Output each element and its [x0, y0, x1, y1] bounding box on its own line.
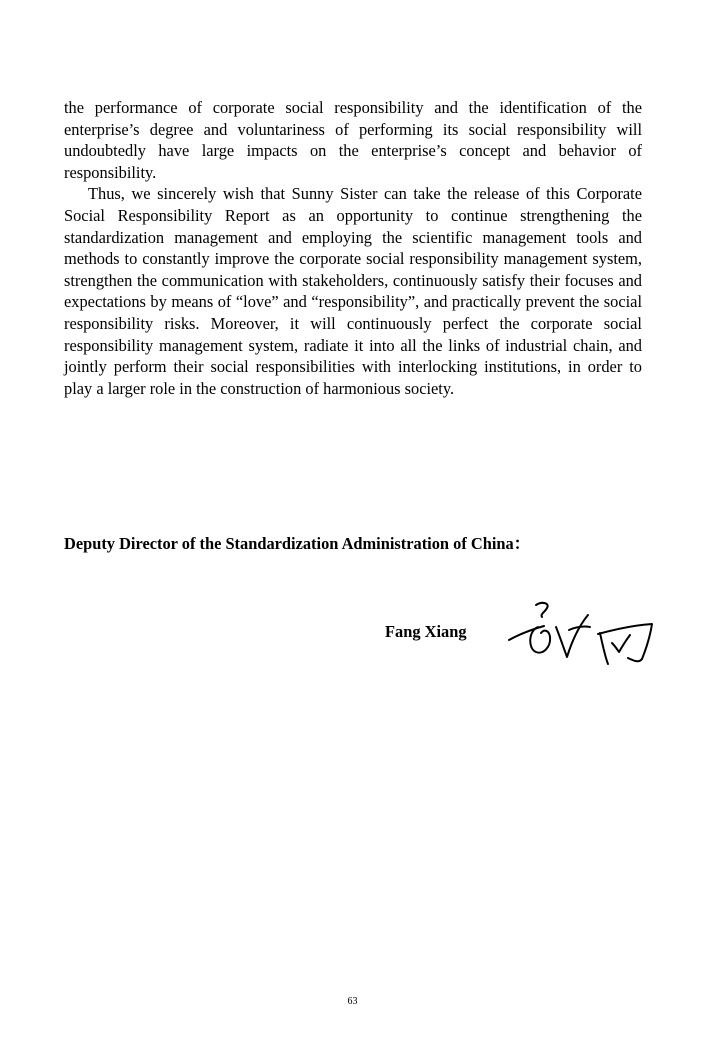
- page-number: 63: [347, 996, 358, 1007]
- body-text: [64, 97, 642, 399]
- signatory-name: Fang Xiang: [385, 622, 467, 641]
- handwritten-signature: [506, 597, 656, 667]
- signatory-title: Deputy Director of the Standardization Administration of China：: [64, 534, 531, 553]
- paragraph-continuation: the performance of corporate social responsibility and the identification of the enterprise’s degree and voluntariness of performing its social responsibility will undoubtedly have large impacts on the enterprise’s concept and behavior of responsibility.: [64, 98, 642, 182]
- paragraph-closing-wish: Thus, we sincerely wish that Sunny Sister can take the release of this Corporate Social Responsibility Report as an opportunity to continue strengthening the standardization management and employing the scientific management tools and methods to constantly improve the corporate social responsibility management system, strengthen the communication with stakeholders, continuously satisfy their focuses and expectations by means of “love” and “responsibility”, and practically prevent the social responsibility risks. Moreover, it will continuously perfect the corporate social responsibility management system, radiate it into all the links of industrial chain, and jointly perform their social responsibilities with interlocking institutions, in order to play a larger role in the construction of harmonious society.: [64, 184, 642, 398]
